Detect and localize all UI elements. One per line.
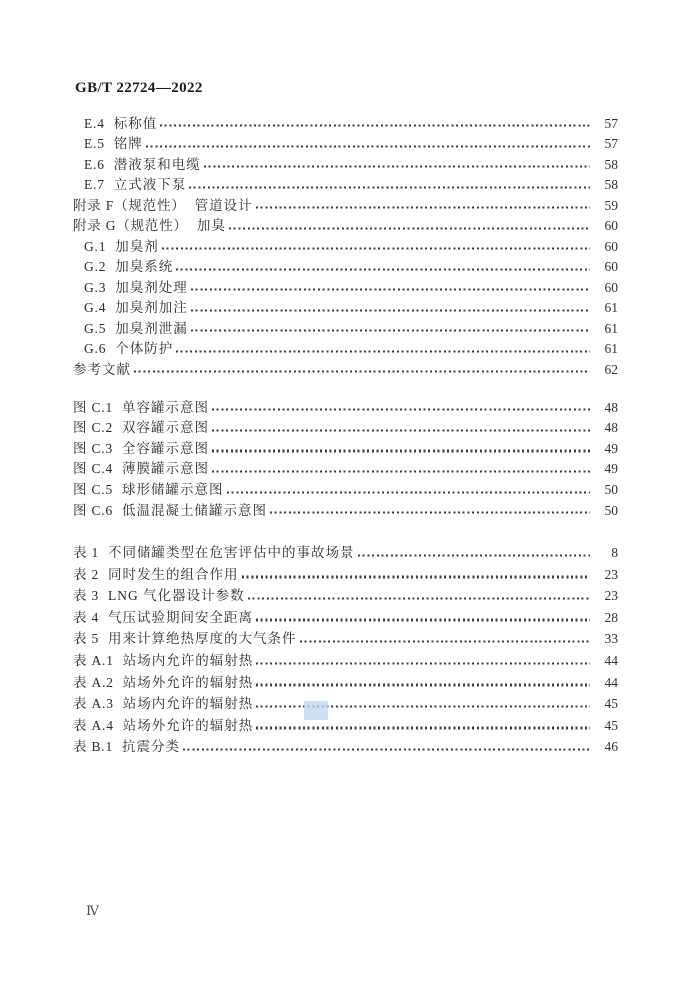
toc-leader-dots: [212, 470, 590, 472]
toc-leader-dots: [256, 207, 590, 209]
toc-entry-title: 站场内允许的辐射热: [122, 653, 254, 669]
toc-entry-title: 全容罐示意图: [122, 440, 210, 456]
toc-entry-title: 双容罐示意图: [122, 420, 210, 436]
toc-entry: [73, 607, 618, 629]
toc-leader-dots: [176, 268, 590, 270]
toc-entry: [73, 650, 618, 672]
toc-entry: [73, 257, 618, 278]
toc-entry-page-number: 23: [604, 566, 618, 582]
toc-entry-page-number: 45: [604, 717, 618, 733]
toc-entry-label: E.7: [84, 177, 105, 192]
toc-entry: [73, 397, 618, 418]
toc-entry-label: 表 A.2: [73, 674, 114, 690]
toc-entry-page-number: 33: [604, 631, 618, 647]
toc-entry-label: G.3: [84, 279, 107, 295]
toc-entry-label: G.1: [84, 238, 107, 254]
toc-entry-page-number: 60: [604, 238, 618, 254]
toc-entry-label: 图 C.2: [73, 420, 114, 436]
toc-entry: [73, 134, 618, 155]
toc-leader-dots: [176, 350, 590, 352]
toc-leader-dots: [256, 727, 590, 729]
toc-leader-dots: [162, 248, 590, 250]
toc-entry-label: 表 A.3: [73, 696, 114, 712]
toc-entry-page-number: 44: [604, 674, 618, 690]
toc-group-appendices: [73, 113, 618, 380]
toc-entry: [73, 672, 618, 694]
toc-entry-page-number: 45: [604, 696, 618, 712]
toc-entry-page-number: 60: [604, 218, 618, 233]
toc-entry-page-number: 50: [604, 481, 618, 497]
toc-leader-dots: [300, 641, 590, 643]
toc-entry: [73, 113, 618, 134]
toc-leader-dots: [248, 597, 590, 599]
toc-entry-page-number: 57: [604, 136, 618, 151]
toc-entry: [73, 628, 618, 650]
toc-entry-label: G.5: [84, 320, 107, 336]
toc-leader-dots: [191, 309, 590, 311]
toc-leader-dots: [212, 450, 590, 452]
toc-leader-dots: [212, 429, 590, 431]
toc-leader-dots: [204, 166, 590, 168]
toc-leader-dots: [256, 684, 590, 686]
toc-entry-title: 加臭系统: [115, 259, 174, 274]
toc-entry: [73, 216, 618, 237]
toc-entry-page-number: 49: [604, 461, 618, 477]
toc-entry-page-number: 50: [604, 502, 618, 518]
toc-entry: [73, 175, 618, 196]
toc-entry-page-number: 61: [604, 320, 618, 336]
toc-leader-dots: [242, 576, 590, 578]
toc-entry-label: 表 5: [73, 631, 100, 647]
toc-entry: [73, 585, 618, 607]
document-code-header: GB/T 22724—2022: [75, 80, 203, 96]
toc-entry-label: 图 C.6: [73, 502, 114, 518]
toc-leader-dots: [212, 409, 590, 411]
toc-leader-dots: [160, 125, 590, 127]
toc-leader-dots: [191, 289, 590, 291]
toc-entry: [73, 500, 618, 521]
toc-entry-page-number: 60: [604, 259, 618, 274]
toc-entry-title: 抗震分类: [122, 739, 181, 755]
toc-entry-title: 站场外允许的辐射热: [122, 674, 254, 690]
toc-entry: [73, 479, 618, 500]
toc-entry-label: E.5: [84, 136, 105, 151]
toc-entry-title: 管道设计: [194, 197, 253, 213]
toc-entry: [73, 438, 618, 459]
toc-entry-label: 表 1: [73, 545, 100, 561]
toc-entry-label: 图 C.1: [73, 399, 114, 415]
toc-entry-title: 参考文献: [73, 361, 131, 377]
toc-entry: [73, 195, 618, 216]
toc-leader-dots: [183, 748, 590, 750]
toc-leader-dots: [134, 371, 590, 373]
toc-entry-title: 用来计算绝热厚度的大气条件: [108, 631, 297, 647]
toc-entry-label: E.4: [84, 115, 105, 131]
toc-entry-title: LNG 气化器设计参数: [108, 588, 245, 604]
toc-entry: [73, 736, 618, 758]
toc-leader-dots: [256, 619, 590, 621]
toc-entry: [73, 277, 618, 298]
toc-entry-label: 表 B.1: [73, 739, 114, 755]
toc-entry-title: 同时发生的组合作用: [108, 566, 239, 582]
watermark-badge: [304, 701, 328, 720]
toc-entry-title: 加臭: [196, 218, 226, 233]
toc-entry: [73, 318, 618, 339]
toc-entry-title: 加臭剂泄漏: [115, 320, 188, 336]
toc-entry-title: 不同储罐类型在危害评估中的事故场景: [108, 545, 355, 561]
page-number-roman: Ⅳ: [86, 903, 99, 918]
toc-entry-page-number: 58: [604, 156, 618, 172]
toc-entry-label: 图 C.4: [73, 461, 114, 477]
toc-entry-page-number: 58: [604, 177, 618, 192]
toc-entry-label: 附录 F（规范性）: [73, 197, 186, 213]
toc-entry: [73, 542, 618, 564]
toc-entry: [73, 693, 618, 715]
toc-entry-title: 站场内允许的辐射热: [122, 696, 254, 712]
toc-entry-label: G.4: [84, 300, 107, 315]
toc-entry-label: 表 2: [73, 566, 100, 582]
toc-entry: [73, 564, 618, 586]
toc-entry: [73, 359, 618, 380]
toc-entry-title: 标称值: [113, 115, 158, 131]
toc-entry: [73, 298, 618, 319]
toc-entry-title: 气压试验期间安全距离: [108, 609, 254, 625]
toc-entry-label: 附录 G（规范性）: [73, 218, 188, 233]
toc-entry-title: 球形储罐示意图: [122, 481, 224, 497]
toc-group-figures: [73, 397, 618, 521]
toc-group-tables: [73, 542, 618, 758]
toc-entry-title: 薄膜罐示意图: [122, 461, 210, 477]
toc-leader-dots: [191, 330, 590, 332]
toc-entry-label: E.6: [84, 156, 105, 172]
toc-entry-title: 加臭剂: [115, 238, 159, 254]
toc-entry-page-number: 46: [604, 739, 618, 755]
toc-entry-title: 潜液泵和电缆: [113, 156, 201, 172]
toc-entry-page-number: 61: [604, 300, 618, 315]
toc-entry-page-number: 59: [604, 197, 618, 213]
toc-entry: [73, 715, 618, 737]
toc-entry-title: 铭牌: [113, 136, 143, 151]
toc-entry-page-number: 8: [611, 545, 618, 561]
toc-entry-page-number: 61: [604, 341, 618, 356]
toc-entry-title: 单容罐示意图: [122, 399, 210, 415]
toc-entry-title: 加臭剂加注: [115, 300, 188, 315]
toc-entry-page-number: 44: [604, 653, 618, 669]
toc-entry-page-number: 28: [604, 609, 618, 625]
toc-entry-page-number: 60: [604, 279, 618, 295]
toc-entry: [73, 339, 618, 360]
toc-entry-label: 表 A.1: [73, 653, 114, 669]
toc-leader-dots: [227, 491, 590, 493]
toc-leader-dots: [189, 186, 590, 188]
toc-entry: [73, 418, 618, 439]
toc-entry: [73, 459, 618, 480]
toc-entry-title: 个体防护: [115, 341, 174, 356]
toc-entry-label: 图 C.3: [73, 440, 114, 456]
toc-entry-page-number: 57: [604, 115, 618, 131]
toc-leader-dots: [358, 554, 590, 556]
toc-entry-title: 低温混凝土储罐示意图: [122, 502, 268, 518]
toc-entry-page-number: 23: [604, 588, 618, 604]
toc-entry-page-number: 49: [604, 440, 618, 456]
toc-entry-label: G.2: [84, 259, 107, 274]
toc-entry-label: G.6: [84, 341, 107, 356]
toc-entry-label: 表 A.4: [73, 717, 114, 733]
toc-entry-title: 立式液下泵: [113, 177, 187, 192]
toc-entry-label: 图 C.5: [73, 481, 114, 497]
toc-entry: [73, 236, 618, 257]
toc-entry-label: 表 3: [73, 588, 100, 604]
toc-leader-dots: [229, 227, 590, 229]
toc-leader-dots: [256, 662, 590, 664]
toc-entry-title: 加臭剂处理: [115, 279, 188, 295]
toc-entry-label: 表 4: [73, 609, 100, 625]
toc-entry-page-number: 48: [604, 399, 618, 415]
toc-leader-dots: [146, 145, 590, 147]
toc-entry-page-number: 62: [604, 361, 618, 377]
toc-entry-title: 站场外允许的辐射热: [122, 717, 254, 733]
toc-entry: [73, 154, 618, 175]
toc-entry-page-number: 48: [604, 420, 618, 436]
toc-leader-dots: [270, 512, 590, 514]
